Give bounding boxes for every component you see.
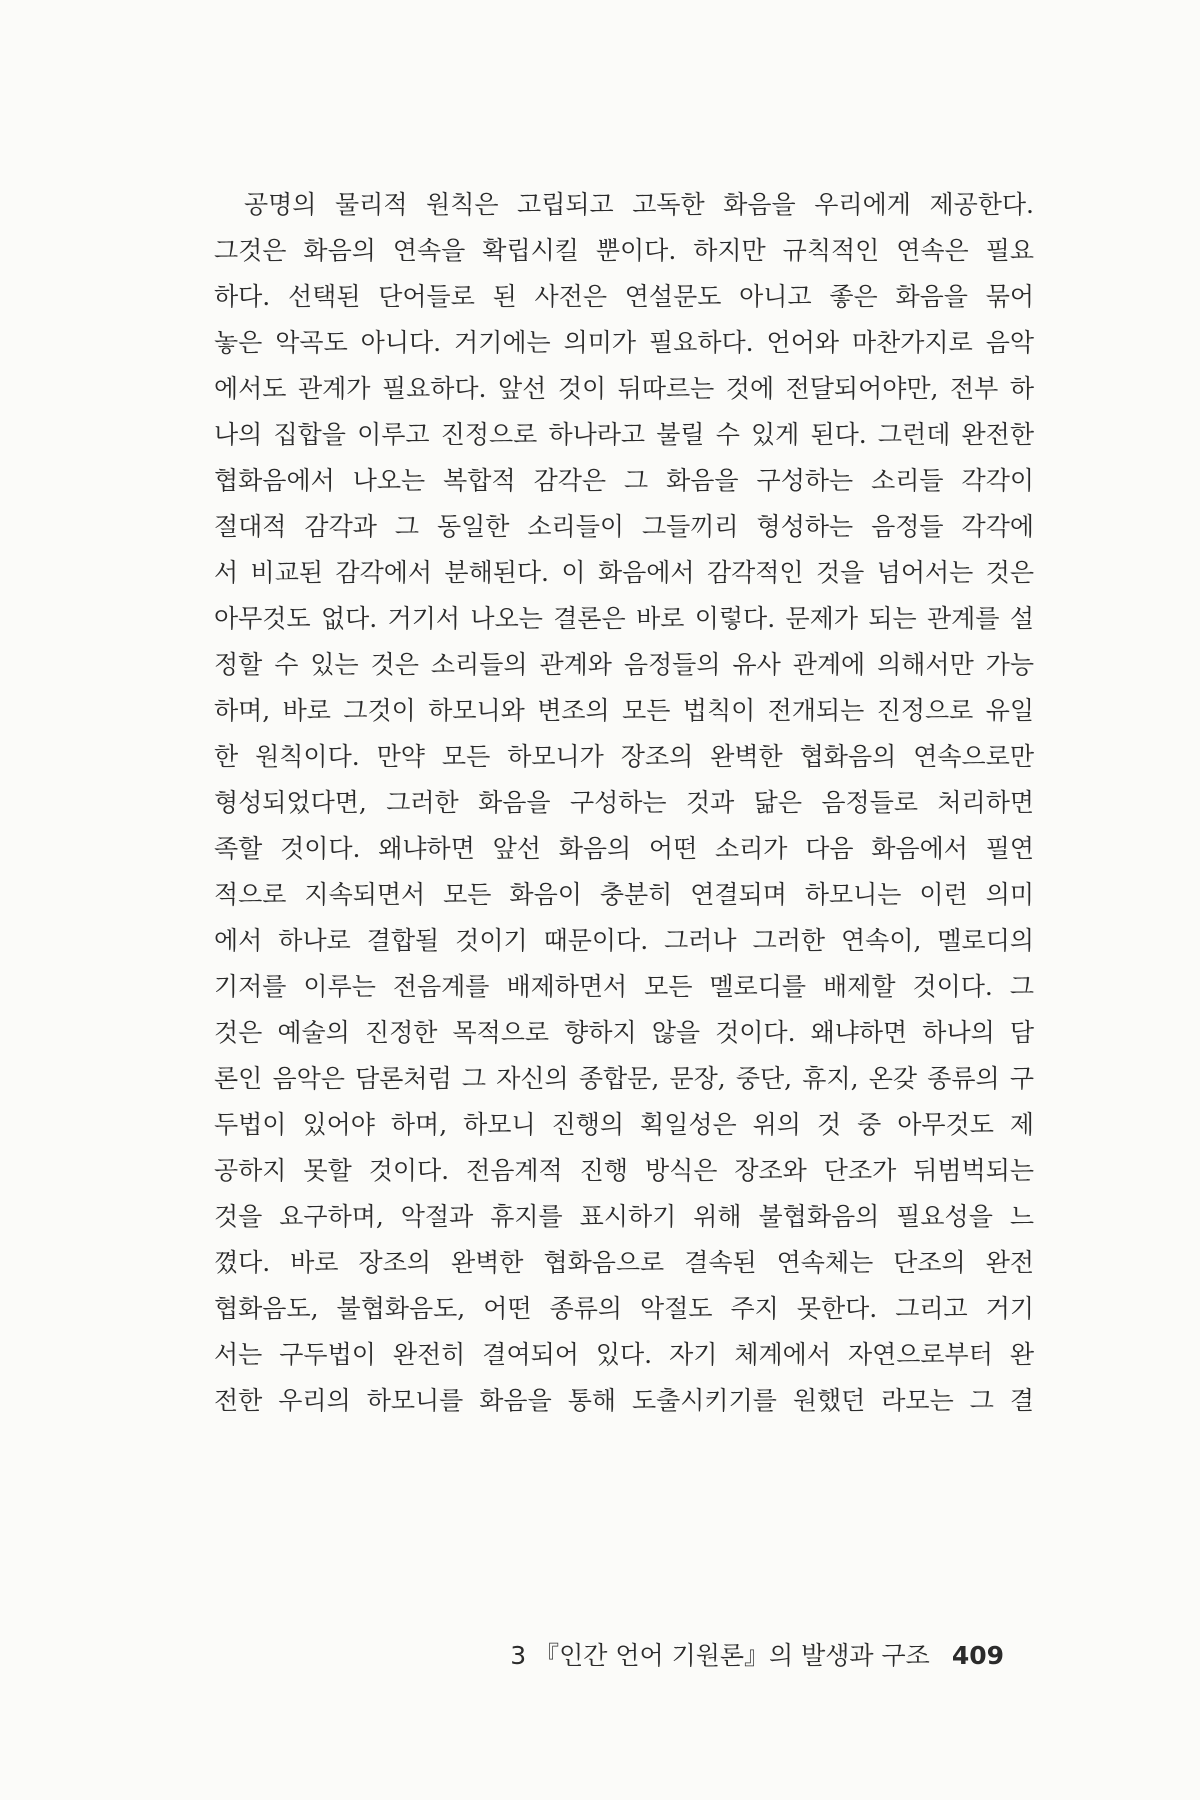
text-line: 적으로 지속되면서 모든 화음이 충분히 연결되며 하모니는 이런 의미 xyxy=(214,880,1034,909)
text-line: 놓은 악곡도 아니다. 거기에는 의미가 필요하다. 언어와 마찬가지로 음악 xyxy=(214,328,1034,357)
text-line: 아무것도 없다. 거기서 나오는 결론은 바로 이렇다. 문제가 되는 관계를 설 xyxy=(214,604,1034,633)
text-line: 절대적 감각과 그 동일한 소리들이 그들끼리 형성하는 음정들 각각에 xyxy=(214,512,1034,541)
running-title: 3 『인간 언어 기원론』의 발생과 구조 xyxy=(510,1641,930,1670)
body-text xyxy=(214,182,1034,1424)
text-line: 것을 요구하며, 악절과 휴지를 표시하기 위해 불협화음의 필요성을 느 xyxy=(214,1202,1034,1231)
page-number: 409 xyxy=(951,1641,1004,1670)
text-line: 두법이 있어야 하며, 하모니 진행의 획일성은 위의 것 중 아무것도 제 xyxy=(214,1110,1034,1139)
text-line: 기저를 이루는 전음계를 배제하면서 모든 멜로디를 배제할 것이다. 그 xyxy=(214,972,1034,1001)
text-line: 공명의 물리적 원칙은 고립되고 고독한 화음을 우리에게 제공한다. xyxy=(244,190,1034,219)
page-footer xyxy=(510,1636,1004,1672)
text-line: 그것은 화음의 연속을 확립시킬 뿐이다. 하지만 규칙적인 연속은 필요 xyxy=(214,236,1034,265)
text-line: 에서 하나로 결합될 것이기 때문이다. 그러나 그러한 연속이, 멜로디의 xyxy=(214,926,1034,955)
text-line: 협화음도, 불협화음도, 어떤 종류의 악절도 주지 못한다. 그리고 거기 xyxy=(214,1294,1034,1323)
text-line: 꼈다. 바로 장조의 완벽한 협화음으로 결속된 연속체는 단조의 완전 xyxy=(214,1248,1034,1277)
text-line: 하며, 바로 그것이 하모니와 변조의 모든 법칙이 전개되는 진정으로 유일 xyxy=(214,696,1034,725)
text-line: 정할 수 있는 것은 소리들의 관계와 음정들의 유사 관계에 의해서만 가능 xyxy=(214,650,1034,679)
text-line: 협화음에서 나오는 복합적 감각은 그 화음을 구성하는 소리들 각각이 xyxy=(214,466,1034,495)
text-line: 한 원칙이다. 만약 모든 하모니가 장조의 완벽한 협화음의 연속으로만 xyxy=(214,742,1034,771)
text-line: 것은 예술의 진정한 목적으로 향하지 않을 것이다. 왜냐하면 하나의 담 xyxy=(214,1018,1034,1047)
text-line: 에서도 관계가 필요하다. 앞선 것이 뒤따르는 것에 전달되어야만, 전부 하 xyxy=(214,374,1034,403)
text-line: 론인 음악은 담론처럼 그 자신의 종합문, 문장, 중단, 휴지, 온갖 종류의 구 xyxy=(214,1064,1034,1093)
text-line: 형성되었다면, 그러한 화음을 구성하는 것과 닮은 음정들로 처리하면 xyxy=(214,788,1034,817)
text-line: 서 비교된 감각에서 분해된다. 이 화음에서 감각적인 것을 넘어서는 것은 xyxy=(214,558,1034,587)
text-line: 나의 집합을 이루고 진정으로 하나라고 불릴 수 있게 된다. 그런데 완전한 xyxy=(214,420,1034,449)
text-line: 족할 것이다. 왜냐하면 앞선 화음의 어떤 소리가 다음 화음에서 필연 xyxy=(214,834,1034,863)
text-line: 공하지 못할 것이다. 전음계적 진행 방식은 장조와 단조가 뒤범벅되는 xyxy=(214,1156,1034,1185)
text-line: 전한 우리의 하모니를 화음을 통해 도출시키기를 원했던 라모는 그 결 xyxy=(214,1386,1034,1415)
text-line: 서는 구두법이 완전히 결여되어 있다. 자기 체계에서 자연으로부터 완 xyxy=(214,1340,1034,1369)
text-line: 하다. 선택된 단어들로 된 사전은 연설문도 아니고 좋은 화음을 묶어 xyxy=(214,282,1034,311)
